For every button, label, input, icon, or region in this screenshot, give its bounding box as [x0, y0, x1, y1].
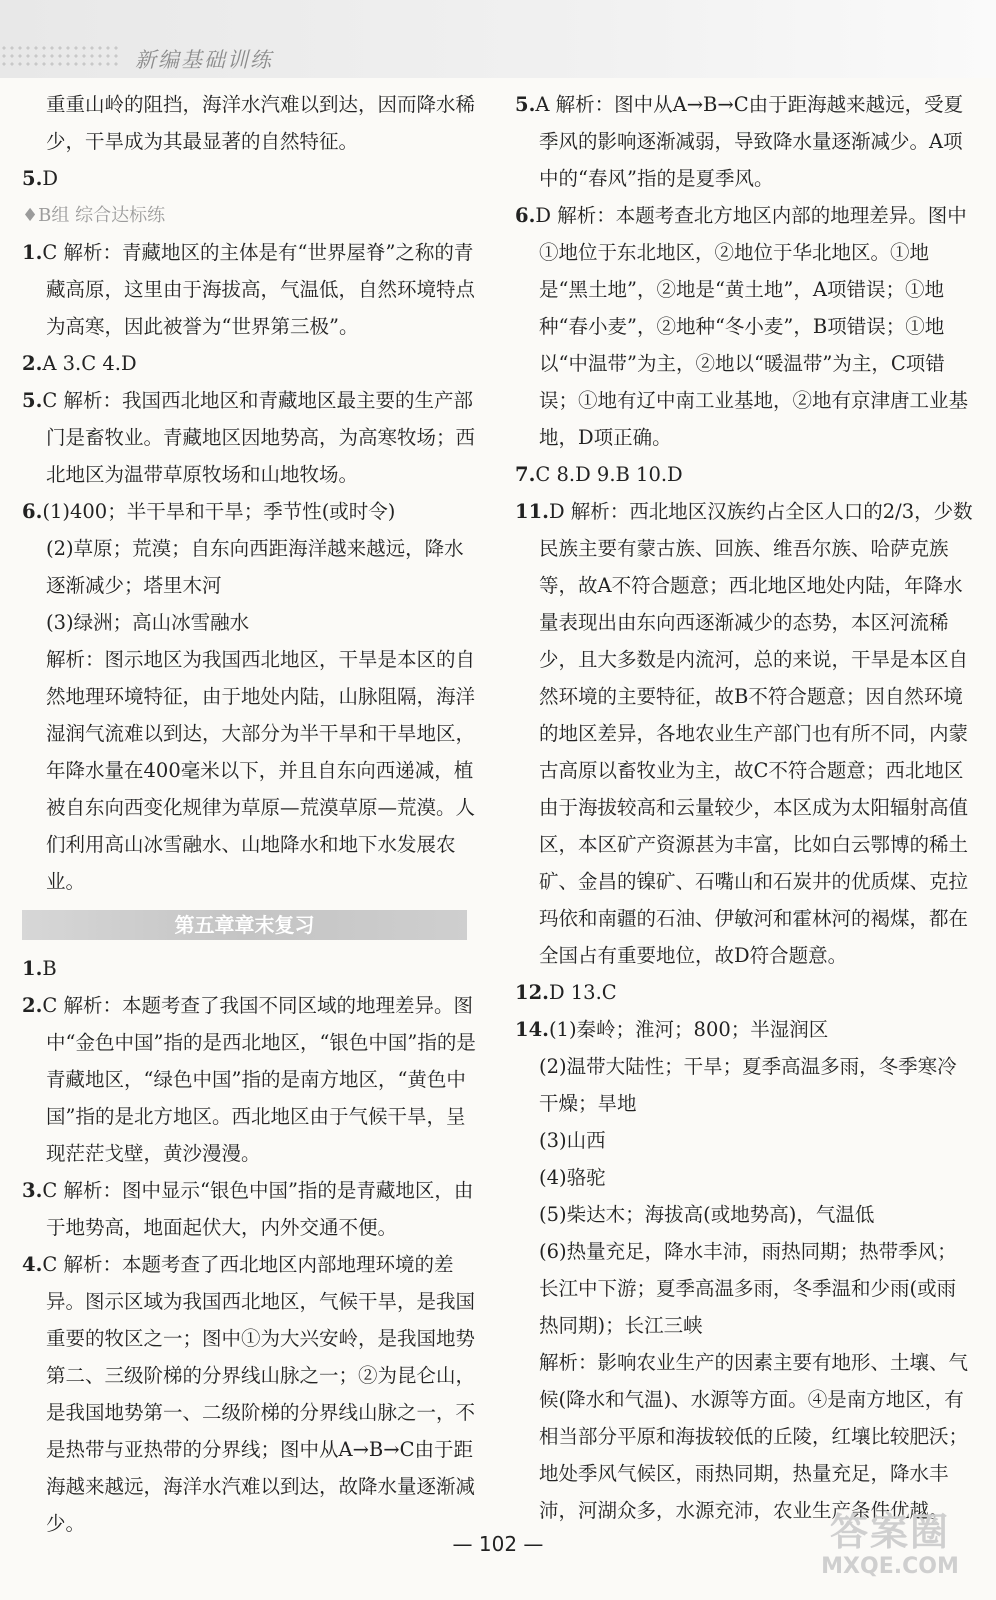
answer-item [22, 234, 477, 345]
answer-item [515, 1048, 975, 1122]
answer-item [515, 1159, 975, 1196]
answer-number: 5. [22, 167, 43, 190]
watermark-logo [800, 1510, 980, 1590]
answer-number: 5. [515, 93, 536, 116]
answer-text: (4)骆驼 [539, 1166, 606, 1189]
answer-item [515, 456, 975, 493]
section-banner: 第五章章末复习 [22, 910, 467, 940]
answer-number: 2. [22, 352, 43, 375]
answer-text: D 13.C [548, 981, 617, 1004]
answer-number: 7. [515, 463, 536, 486]
answer-item [22, 493, 477, 530]
answer-text: (3)山西 [539, 1129, 606, 1152]
answer-number: 14. [515, 1018, 549, 1041]
answer-item [22, 1246, 477, 1542]
answer-number: 1. [22, 241, 43, 264]
right-column [515, 86, 975, 1529]
answer-item [515, 1122, 975, 1159]
answer-text: B [42, 957, 57, 980]
answer-number: 5. [22, 389, 43, 412]
answer-item [22, 641, 477, 900]
answer-text: (3)绿洲；高山冰雪融水 [46, 611, 250, 634]
page-header [0, 0, 996, 78]
answer-item [515, 1344, 975, 1529]
answer-item [22, 530, 477, 604]
answer-item [22, 382, 477, 493]
answer-number: 12. [515, 981, 549, 1004]
answer-text: D [42, 167, 58, 190]
answer-number: 6. [515, 204, 536, 227]
left-column [22, 86, 477, 1542]
answer-text: C 解析：我国西北地区和青藏地区最主要的生产部门是畜牧业。青藏地区因地势高，为高寒牧场；西北地区为温带草原牧场和山地牧场。 [42, 389, 476, 486]
answer-text: D 解析：本题考查北方地区内部的地理差异。图中①地位于东北地区，②地位于华北地区。①地是“黑土地”，②地是“黄土地”，A项错误；①地种“春小麦”，②地种“冬小麦”，B项错误；①地以“中温带”为主，②地以“暖温带”为主，C项错误；①地有辽中南工业基地，②地有京津唐工业基地，D项正确。 [535, 204, 969, 449]
answer-number: 1. [22, 957, 43, 980]
answer-item [22, 604, 477, 641]
answer-text: C 解析：本题考查了西北地区内部地理环境的差异。图示区域为我国西北地区，气候干旱，是我国重要的牧区之一；图中①为大兴安岭，是我国地势第二、三级阶梯的分界线山脉之一；②为昆仑山，是我国地势第一、二级阶梯的分界线山脉之一，不是热带与亚热带的分界线；图中从A→B→C由于距海越来越远，海洋水汽难以到达，故降水量逐渐减少。 [42, 1253, 476, 1535]
answer-item [515, 197, 975, 456]
answer-text: 解析：影响农业生产的因素主要有地形、土壤、气候(降水和气温)、水源等方面。④是南方地区，有相当部分平原和海拔较低的丘陵，红壤比较肥沃；地处季风气候区，雨热同期，热量充足，降水丰沛，河湖众多，水源充沛，农业生产条件优越。 [539, 1351, 969, 1522]
answer-number: 3. [22, 1179, 43, 1202]
answer-text: C 解析：本题考查了我国不同区域的地理差异。图中“金色中国”指的是西北地区，“银色中国”指的是青藏地区，“绿色中国”指的是南方地区，“黄色中国”指的是北方地区。西北地区由于气候干旱，呈现茫茫戈壁，黄沙漫漫。 [42, 994, 476, 1165]
answer-number: 4. [22, 1253, 43, 1276]
answer-item [22, 86, 477, 160]
answer-item [515, 1196, 975, 1233]
answer-text: (1)秦岭；淮河；800；半湿润区 [548, 1018, 829, 1041]
answer-item [515, 1233, 975, 1344]
answer-text: A 解析：图中从A→B→C由于距海越来越远，受夏季风的影响逐渐减弱，导致降水量逐渐减少。A项中的“春风”指的是夏季风。 [535, 93, 964, 190]
answer-item [22, 950, 477, 987]
answer-text: 重重山岭的阻挡，海洋水汽难以到达，因而降水稀少，干旱成为其最显著的自然特征。 [46, 93, 476, 153]
answer-number: 6. [22, 500, 43, 523]
answer-item [515, 493, 975, 974]
answer-item [515, 1011, 975, 1048]
answer-number: 11. [515, 500, 549, 523]
answer-text: (1)400；半干旱和干旱；季节性(或时令) [42, 500, 396, 523]
answer-text: (2)温带大陆性；干旱；夏季高温多雨，冬季寒冷干燥；旱地 [539, 1055, 957, 1115]
header-dots-decoration [0, 44, 120, 68]
answer-text: (2)草原；荒漠；自东向西距海洋越来越远，降水逐渐减少；塔里木河 [46, 537, 464, 597]
book-title: 新编基础训练 [135, 48, 273, 72]
answer-item [22, 345, 477, 382]
answer-text: C 8.D 9.B 10.D [535, 463, 683, 486]
answer-text: D 解析：西北地区汉族约占全区人口的2/3，少数民族主要有蒙古族、回族、维吾尔族、哈萨克族等，故A不符合题意；西北地区地处内陆，年降水量表现出由东向西逐渐减少的态势，本区河流稀少，且大多数是内流河，总的来说，干旱是本区自然环境的主要特征，故B不符合题意；因自然环境的地区差异，各地农业生产部门也有所不同，内蒙古高原以畜牧业为主，故C不符合题意；西北地区由于海拔较高和云量较少，本区成为太阳辐射高值区，本区矿产资源甚为丰富，比如白云鄂博的稀土矿、金昌的镍矿、石嘴山和石炭井的优质煤、克拉玛依和南疆的石油、伊敏河和霍林河的褐煤，都在全国占有重要地位，故D符合题意。 [539, 500, 973, 967]
watermark-text: 答案圈 [829, 1510, 950, 1554]
answer-text: (6)热量充足，降水丰沛，雨热同期；热带季风；长江中下游；夏季高温多雨，冬季温和少雨(或雨热同期)；长江三峡 [539, 1240, 957, 1337]
section-heading: ♦B组 综合达标练 [22, 205, 166, 226]
answer-item [515, 86, 975, 197]
answer-item [22, 160, 477, 197]
answer-text: C 解析：青藏地区的主体是有“世界屋脊”之称的青藏高原，这里由于海拔高，气温低，自然环境特点为高寒，因此被誉为“世界第三极”。 [42, 241, 476, 338]
answer-item [22, 987, 477, 1172]
answer-item [22, 1172, 477, 1246]
page-number: — 102 — [452, 1532, 544, 1556]
answer-text: A 3.C 4.D [42, 352, 137, 375]
answer-text: (5)柴达木；海拔高(或地势高)，气温低 [539, 1203, 875, 1226]
watermark-url: MXQE.COM [821, 1554, 959, 1579]
answer-text: C 解析：图中显示“银色中国”指的是青藏地区，由于地势高，地面起伏大，内外交通不便。 [42, 1179, 474, 1239]
answer-text: 解析：图示地区为我国西北地区，干旱是本区的自然地理环境特征，由于地处内陆，山脉阻隔，海洋湿润气流难以到达，大部分为半干旱和干旱地区，年降水量在400毫米以下，并且自东向西递减，植被自东向西变化规律为草原—荒漠草原—荒漠。人们利用高山冰雪融水、山地降水和地下水发展农业。 [46, 648, 476, 893]
answer-item [515, 974, 975, 1011]
answer-number: 2. [22, 994, 43, 1017]
